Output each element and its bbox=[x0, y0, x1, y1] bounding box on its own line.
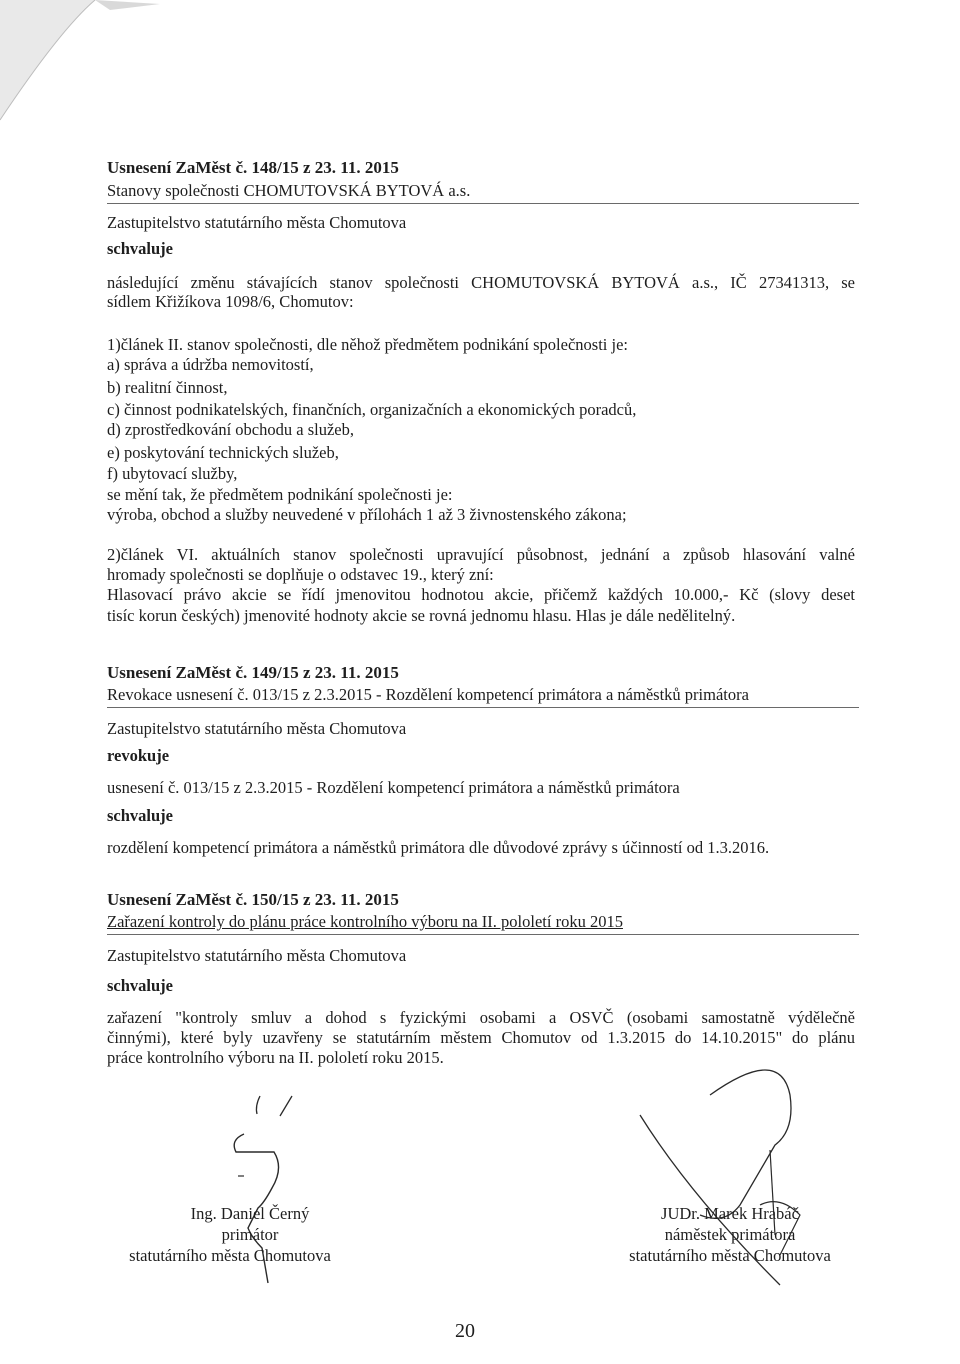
resolution-149-verb-schvaluje: schvaluje bbox=[107, 806, 173, 825]
right-signatory-name: JUDr. Marek Hrabáč bbox=[661, 1204, 799, 1223]
resolution-150-text-line: činnými), které byly uzavřeny se statutárním městem Chomutov od 1.3.2015 do 14.10.2015" do plánu bbox=[107, 1028, 855, 1047]
resolution-149-verb-revokuje: revokuje bbox=[107, 746, 170, 765]
page-number: 20 bbox=[455, 1320, 475, 1342]
heading-rule bbox=[107, 707, 859, 708]
point1-line: se mění tak, že předmětem podnikání společnosti je: bbox=[107, 485, 453, 504]
resolution-148-body: Zastupitelstvo statutárního města Chomutova bbox=[107, 213, 407, 232]
point2-line: tisíc korun českých) jmenovité hodnoty akcie se rovná jednomu hlasu. Hlas je dále nedělitelný. bbox=[107, 606, 736, 625]
left-signatory-name: Ing. Daniel Černý bbox=[190, 1204, 310, 1223]
resolution-150-text-line: práce kontrolního výboru na II. pololetí roku 2015. bbox=[107, 1048, 444, 1067]
right-signatory-role: náměstek primátora bbox=[664, 1225, 796, 1244]
resolution-149-heading: Usnesení ZaMěst č. 149/15 z 23. 11. 2015 bbox=[107, 663, 399, 682]
point1-line: d) zprostředkování obchodu a služeb, bbox=[107, 420, 354, 439]
left-signature-scribble bbox=[222, 1088, 322, 1298]
resolution-150-heading: Usnesení ZaMěst č. 150/15 z 23. 11. 2015 bbox=[107, 890, 399, 909]
resolution-150-subject: Zařazení kontroly do plánu práce kontrolního výboru na II. pololetí roku 2015 bbox=[107, 912, 623, 931]
resolution-149-body: Zastupitelstvo statutárního města Chomutova bbox=[107, 719, 407, 738]
point1-line: b) realitní činnost, bbox=[107, 378, 228, 397]
point1-line: a) správa a údržba nemovitostí, bbox=[107, 355, 314, 374]
point2-line: 2)článek VI. aktuálních stanov společnosti upravující působnost, jednání a způsob hlasování valné bbox=[107, 545, 855, 564]
resolution-148-subject: Stanovy společnosti CHOMUTOVSKÁ BYTOVÁ a.s. bbox=[107, 181, 471, 200]
resolution-149-subject: Revokace usnesení č. 013/15 z 2.3.2015 - Rozdělení kompetencí primátora a náměstků primátora bbox=[107, 685, 749, 704]
right-signatory-org: statutárního města Chomutova bbox=[629, 1246, 831, 1265]
resolution-148-intro-line2: sídlem Křižíkova 1098/6, Chomutov: bbox=[107, 292, 354, 311]
page-corner-fold bbox=[0, 0, 200, 130]
point1-line: f) ubytovací služby, bbox=[107, 464, 238, 483]
point1-line: výroba, obchod a služby neuvedené v přílohách 1 až 3 živnostenského zákona; bbox=[107, 505, 627, 524]
resolution-149-text2: rozdělení kompetencí primátora a náměstků primátora dle důvodové zprávy s účinností od 1.3.2016. bbox=[107, 838, 770, 857]
point1-line: 1)článek II. stanov společnosti, dle něhož předmětem podnikání společnosti je: bbox=[107, 335, 628, 354]
left-signatory-org: statutárního města Chomutova bbox=[129, 1246, 331, 1265]
heading-rule bbox=[107, 934, 859, 935]
point1-line: c) činnost podnikatelských, finančních, organizačních a ekonomických poradců, bbox=[107, 400, 637, 419]
resolution-150-body: Zastupitelstvo statutárního města Chomutova bbox=[107, 946, 407, 965]
point2-line: Hlasovací právo akcie se řídí jmenovitou hodnotou akcie, přičemž každých 10.000,- Kč (slovy deset bbox=[107, 585, 855, 604]
resolution-150-verb: schvaluje bbox=[107, 976, 173, 995]
heading-rule bbox=[107, 203, 859, 204]
resolution-149-text1: usnesení č. 013/15 z 2.3.2015 - Rozdělení kompetencí primátora a náměstků primátora bbox=[107, 778, 680, 797]
point2-line: hromady společnosti se doplňuje o odstavec 19., který zní: bbox=[107, 565, 494, 584]
resolution-150-text-line: zařazení "kontroly smluv a dohod s fyzickými osobami a OSVČ (osobami samostatně výdělečně bbox=[107, 1008, 855, 1027]
left-signatory-role: primátor bbox=[221, 1225, 279, 1244]
point1-line: e) poskytování technických služeb, bbox=[107, 443, 339, 462]
resolution-148-verb: schvaluje bbox=[107, 239, 173, 258]
resolution-148-intro-line1: následující změnu stávajících stanov společnosti CHOMUTOVSKÁ BYTOVÁ a.s., IČ 27341313, se bbox=[107, 273, 855, 292]
resolution-148-heading: Usnesení ZaMěst č. 148/15 z 23. 11. 2015 bbox=[107, 158, 399, 177]
